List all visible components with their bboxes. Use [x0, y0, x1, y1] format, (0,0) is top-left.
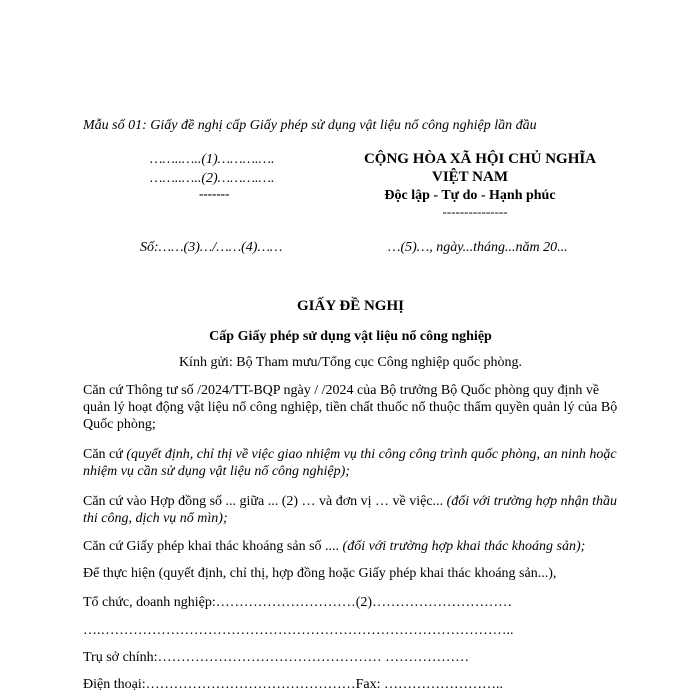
paragraph-purpose: Để thực hiện (quyết định, chỉ thị, hợp đồng hoặc Giấy phép khai thác khoáng sản...),: [83, 566, 557, 581]
paragraph-legal-basis-decision: [83, 446, 618, 480]
country-name-line1: CỘNG HÒA XÃ HỘI CHỦ NGHĨA: [363, 151, 597, 167]
document-number: Số:……(3)…/……(4)……: [140, 240, 283, 255]
issuing-unit-placeholder: ……..…..(2)……….….: [150, 171, 275, 186]
paragraph-prefix: Căn cứ vào Hợp đồng số ... giữa ... (2) … và đơn vị … về việc...: [83, 494, 447, 509]
field-organization: Tổ chức, doanh nghiệp:…………………………(2)…………………………: [83, 595, 513, 610]
document-title: GIẤY ĐỀ NGHỊ: [297, 298, 404, 314]
paragraph-italic-note: (đối với trường hợp khai thác khoáng sản);: [342, 539, 586, 554]
issuing-body-placeholder: ……..…..(1)……….….: [150, 152, 275, 167]
document-subtitle: Cấp Giấy phép sử dụng vật liệu nổ công nghiệp: [209, 329, 492, 344]
paragraph-italic-note: (đối với trường hợp nhận thầu thi công, dịch vụ nổ mìn);: [83, 494, 618, 526]
left-header-rule: -------: [199, 186, 230, 201]
paragraph-legal-basis-contract: [83, 493, 618, 527]
field-organization-continued: ….……………………………………………………………………………..: [83, 623, 514, 638]
paragraph-italic-note: (quyết định, chỉ thị về việc giao nhiệm vụ thi công công trình quốc phòng, an ninh hoặc nhiệm vụ cần sử dụng vật liệu nổ công nghiệp);: [83, 447, 617, 479]
place-date: …(5)…, ngày...tháng...năm 20...: [388, 240, 568, 255]
paragraph-legal-basis-mining-license: [83, 538, 618, 555]
field-phone-fax: Điện thoại:………………………………………Fax: ……………………..: [83, 677, 503, 692]
paragraph-prefix: Căn cứ Giấy phép khai thác khoáng sản số ....: [83, 539, 343, 554]
national-motto: Độc lập - Tự do - Hạnh phúc: [384, 188, 556, 203]
addressee: Kính gửi: Bộ Tham mưu/Tổng cục Công nghiệp quốc phòng.: [178, 355, 523, 370]
right-header-rule: ---------------: [442, 204, 508, 219]
country-name-line2: VIỆT NAM: [432, 169, 508, 185]
paragraph-prefix: Căn cứ: [83, 447, 127, 462]
paragraph-legal-basis-circular: Căn cứ Thông tư số /2024/TT-BQP ngày / /2024 của Bộ trưởng Bộ Quốc phòng quy định về quản lý hoạt động vật liệu nổ công nghiệp, tiền chất thuốc nổ thuộc thẩm quyền quản lý của Bộ Quốc phòng;: [83, 383, 618, 432]
form-caption: Mẫu số 01: Giấy đề nghị cấp Giấy phép sử dụng vật liệu nổ công nghiệp lần đầu: [83, 118, 537, 133]
field-head-office: Trụ sở chính:………………………………………… ………………: [83, 650, 470, 665]
